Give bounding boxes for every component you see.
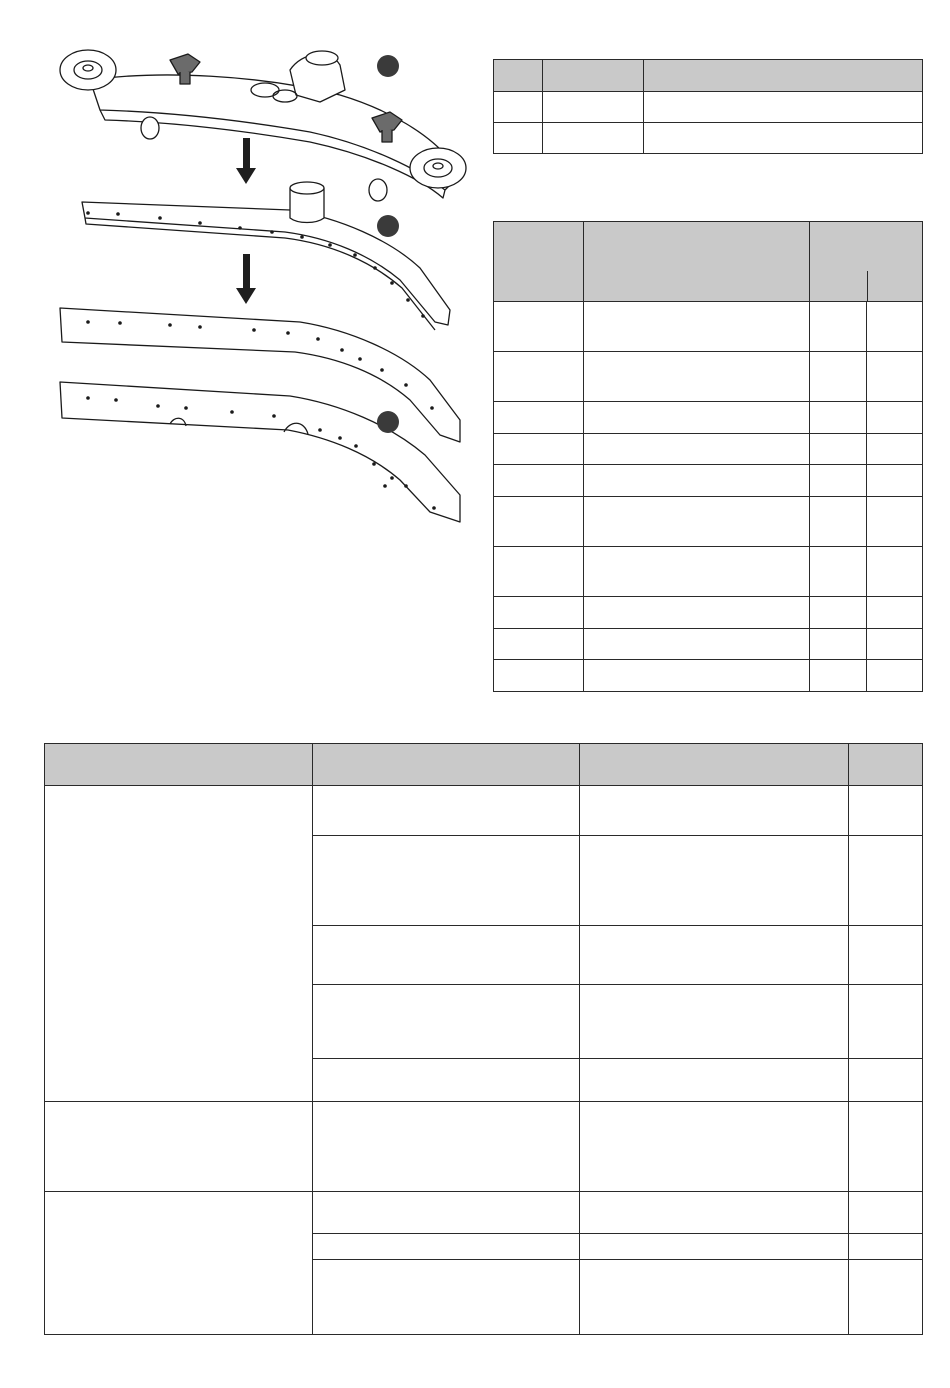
table-cell: [867, 352, 923, 402]
table-cell: [494, 547, 584, 597]
table-cell: [810, 352, 867, 402]
table-row: [494, 547, 923, 597]
spec-header-cell: [584, 222, 810, 302]
table-cell: [494, 465, 584, 497]
table-cell: [810, 497, 867, 547]
table-cell: [584, 434, 810, 465]
table-row: [494, 123, 923, 154]
table-row: [45, 786, 923, 836]
table-cell: [584, 597, 810, 629]
table-cell: [494, 597, 584, 629]
table-cell: [494, 434, 584, 465]
problem-cell: [45, 1102, 313, 1192]
table-cell: [849, 1192, 923, 1234]
table-cell: [543, 123, 644, 154]
table-cell: [849, 1260, 923, 1335]
table-cell: [313, 926, 580, 985]
table-cell: [494, 123, 543, 154]
table-cell: [580, 1102, 849, 1192]
table-cell: [810, 302, 867, 352]
table-row: [494, 92, 923, 123]
table-cell: [584, 402, 810, 434]
table-cell: [849, 985, 923, 1059]
table-cell: [580, 926, 849, 985]
table-cell: [849, 836, 923, 926]
table-cell: [313, 1059, 580, 1102]
table-cell: [313, 1234, 580, 1260]
table-cell: [494, 302, 584, 352]
table-cell: [494, 92, 543, 123]
table-cell: [810, 547, 867, 597]
spec-subheader-divider: [867, 271, 868, 301]
table-cell: [810, 402, 867, 434]
table-cell: [584, 352, 810, 402]
down-arrow-icon: [234, 138, 258, 186]
table-cell: [584, 547, 810, 597]
table-cell: [313, 985, 580, 1059]
table-row: [494, 352, 923, 402]
table-cell: [584, 629, 810, 660]
table-cell: [584, 302, 810, 352]
table-cell: [313, 836, 580, 926]
table-row: [45, 1102, 923, 1192]
table-cell: [584, 497, 810, 547]
table-cell: [580, 836, 849, 926]
table-row: [494, 302, 923, 352]
table-cell: [644, 92, 923, 123]
table-row: [494, 465, 923, 497]
left-knob: [170, 54, 200, 74]
squeegee-exploded-figure: [40, 40, 480, 540]
trouble-header-cell: [849, 744, 923, 786]
parts-table: [493, 59, 923, 154]
table-cell: [313, 1192, 580, 1234]
table-cell: [494, 352, 584, 402]
table-row: [494, 434, 923, 465]
table-row: [494, 497, 923, 547]
rear-blade: [60, 382, 460, 522]
table-cell: [849, 786, 923, 836]
table-row: [494, 660, 923, 692]
table-cell: [810, 434, 867, 465]
problem-cell: [45, 1192, 313, 1335]
table-row: [494, 629, 923, 660]
callout-marker-2: [377, 215, 399, 237]
spec-header-group: [810, 222, 923, 302]
table-cell: [867, 629, 923, 660]
parts-header-cell: [543, 60, 644, 92]
table-cell: [867, 402, 923, 434]
table-cell: [810, 465, 867, 497]
table-cell: [313, 1260, 580, 1335]
table-cell: [867, 597, 923, 629]
table-cell: [644, 123, 923, 154]
table-cell: [580, 1260, 849, 1335]
spec-header-cell: [494, 222, 584, 302]
parts-header-cell: [494, 60, 543, 92]
table-row: [494, 597, 923, 629]
table-cell: [810, 597, 867, 629]
table-cell: [849, 1102, 923, 1192]
blade-spec-table: [493, 221, 923, 692]
table-cell: [849, 1059, 923, 1102]
table-cell: [867, 302, 923, 352]
table-cell: [580, 786, 849, 836]
table-cell: [849, 926, 923, 985]
squeegee-drawing: [40, 40, 480, 540]
table-cell: [580, 1234, 849, 1260]
table-cell: [580, 985, 849, 1059]
table-cell: [810, 629, 867, 660]
table-cell: [580, 1059, 849, 1102]
table-cell: [313, 1102, 580, 1192]
trouble-header-cell: [580, 744, 849, 786]
down-arrow-icon: [234, 254, 258, 306]
callout-marker-1: [377, 55, 399, 77]
table-cell: [494, 497, 584, 547]
table-cell: [810, 660, 867, 692]
table-cell: [313, 786, 580, 836]
parts-header-cell: [644, 60, 923, 92]
table-cell: [580, 1192, 849, 1234]
trouble-header-cell: [313, 744, 580, 786]
table-cell: [867, 497, 923, 547]
table-cell: [867, 434, 923, 465]
troubleshooting-table: [44, 743, 923, 1335]
problem-cell: [45, 786, 313, 1102]
table-cell: [867, 465, 923, 497]
table-row: [494, 402, 923, 434]
table-cell: [584, 465, 810, 497]
table-cell: [543, 92, 644, 123]
table-cell: [849, 1234, 923, 1260]
table-row: [45, 1192, 923, 1234]
table-cell: [867, 660, 923, 692]
table-cell: [867, 547, 923, 597]
table-cell: [494, 629, 584, 660]
trouble-header-cell: [45, 744, 313, 786]
table-cell: [494, 402, 584, 434]
table-cell: [584, 660, 810, 692]
table-cell: [494, 660, 584, 692]
callout-marker-3: [377, 411, 399, 433]
